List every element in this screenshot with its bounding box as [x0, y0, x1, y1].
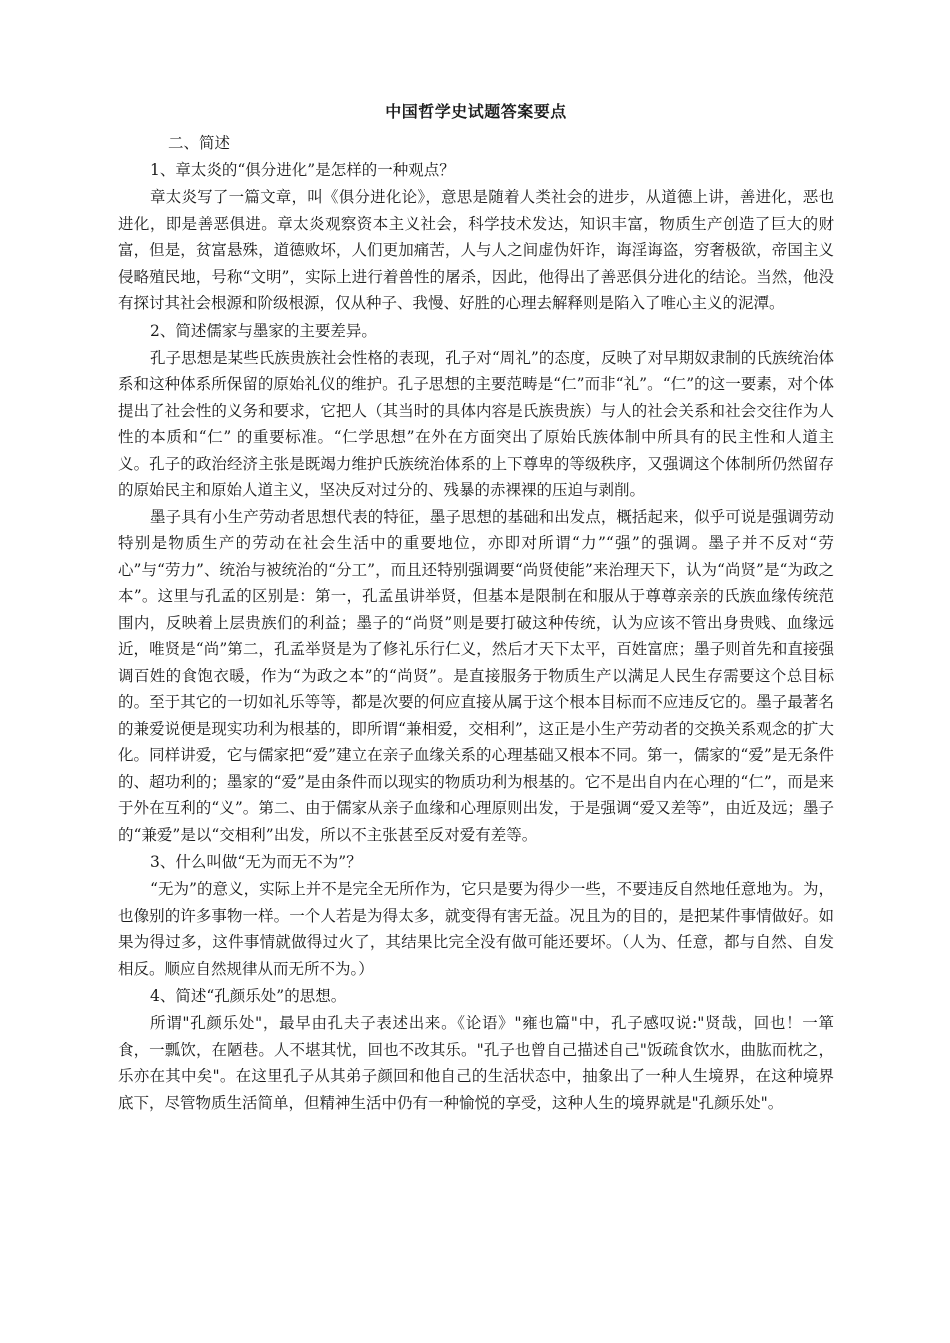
- document-page: [118, 100, 834, 1116]
- section-heading: 二、简述: [168, 134, 231, 152]
- question-heading-4: 4、简述“孔颜乐处”的思想。: [150, 987, 347, 1005]
- answer-paragraph: 孔子思想是某些氏族贵族社会性格的表现，孔子对“周礼”的态度，反映了对早期奴隶制的氏族统治体系和这种体系所保留的原始礼仪的维护。孔子思想的主要范畴是“仁”而非“礼”。“仁”的这一要素，对个体提出了社会性的义务和要求，它把人（其当时的具体内容是氏族贵族）与人的社会关系和社会交往作为人性的本质和“仁” 的重要标准。“仁学思想”在外在方面突出了原始氏族体制中所具有的民主性和人道主义。孔子的政治经济主张是既竭力维护氏族统治体系的上下尊卑的等级秩序，又强调这个体制所仍然留存的原始民主和原始人道主义，坚决反对过分的、残暴的赤裸裸的压迫与剥削。: [118, 348, 834, 499]
- question-heading-3: 3、什么叫做“无为而无不为”？: [150, 853, 362, 871]
- question-heading-2: 2、简述儒家与墨家的主要差异。: [150, 321, 377, 340]
- page-title: 中国哲学史试题答案要点: [385, 102, 567, 121]
- answer-paragraph: 所谓"孔颜乐处"，最早由孔夫子表述出来。《论语》"雍也篇"中，孔子感叹说:"贤哉，回也！一箪食，一瓢饮，在陋巷。人不堪其忧，回也不改其乐。"孔子也曾自己描述自己"饭疏食饮水，曲肱而枕之，乐亦在其中矣"。在这里孔子从其弟子颜回和他自己的生活状态中，抽象出了一种人生境界，在这种境界底下，尽管物质生活简单，但精神生活中仍有一种愉悦的享受，这种人生的境界就是"孔颜乐处"。: [118, 1014, 834, 1112]
- answer-paragraph: “无为”的意义，实际上并不是完全无所作为，它只是要为得少一些，不要违反自然地任意地为。为，也像别的许多事物一样。一个人若是为得太多，就变得有害无益。况且为的目的，是把某件事情做好。如果为得过多，这件事情就做得过火了，其结果比完全没有做可能还要坏。（人为、任意，都与自然、自发相反。顺应自然规律从而无所不为。）: [118, 880, 834, 978]
- answer-paragraph: 墨子具有小生产劳动者思想代表的特征，墨子思想的基础和出发点，概括起来，似乎可说是强调劳动特别是物质生产的劳动在社会生活中的重要地位，亦即对所谓“力”“强”的强调。墨子并不反对“劳心”与“劳力”、统治与被统治的“分工”，而且还特别强调要“尚贤使能”来治理天下，认为“尚贤”是“为政之本”。这里与孔孟的区别是：第一，孔孟虽讲举贤，但基本是限制在和服从于尊尊亲亲的氏族血缘传统范围内，反映着上层贵族们的利益；墨子的“尚贤”则是要打破这种传统，认为应该不管出身贵贱、血缘远近，唯贤是“尚”第二，孔孟举贤是为了修礼乐行仁义，然后才天下太平，百姓富庶；墨子则首先和直接强调百姓的食饱衣暖，作为“为政之本”的“尚贤”。是直接服务于物质生产以满足人民生存需要这个总目标的。至于其它的一切如礼乐等等，都是次要的何应直接从属于这个根本目标而不应违反它的。墨子最著名的兼爱说便是现实功利为根基的，即所谓“兼相爱，交相利”，这正是小生产劳动者的交换关系观念的扩大化。同样讲爱，它与儒家把“爱”建立在亲子血缘关系的心理基础又根本不同。第一，儒家的“爱”是无条件的、超功利的；墨家的“爱”是由条件而以现实的物质功利为根基的。它不是出自内在心理的“仁”，而是来于外在互利的“义”。第二、由于儒家从亲子血缘和心理原则出发，于是强调“爱又差等”，由近及远；墨子的“兼爱”是以“交相利”出发，所以不主张甚至反对爱有差等。: [118, 507, 834, 844]
- question-heading-1: 1、章太炎的“俱分进化”是怎样的一种观点？: [150, 161, 455, 179]
- answer-paragraph: 章太炎写了一篇文章，叫《俱分进化论》，意思是随着人类社会的进步，从道德上讲，善进化，恶也进化，即是善恶俱进。章太炎观察资本主义社会，科学技术发达，知识丰富，物质生产创造了巨大的财富，但是，贫富悬殊，道德败坏，人们更加痛苦，人与人之间虚伪奸诈，诲淫诲盗，穷奢极欲，帝国主义侵略殖民地，号称“文明”，实际上进行着兽性的屠杀，因此，他得出了善恶俱分进化的结论。当然，他没有探讨其社会根源和阶级根源，仅从种子、我慢、好胜的心理去解释则是陷入了唯心主义的泥潭。: [118, 188, 834, 312]
